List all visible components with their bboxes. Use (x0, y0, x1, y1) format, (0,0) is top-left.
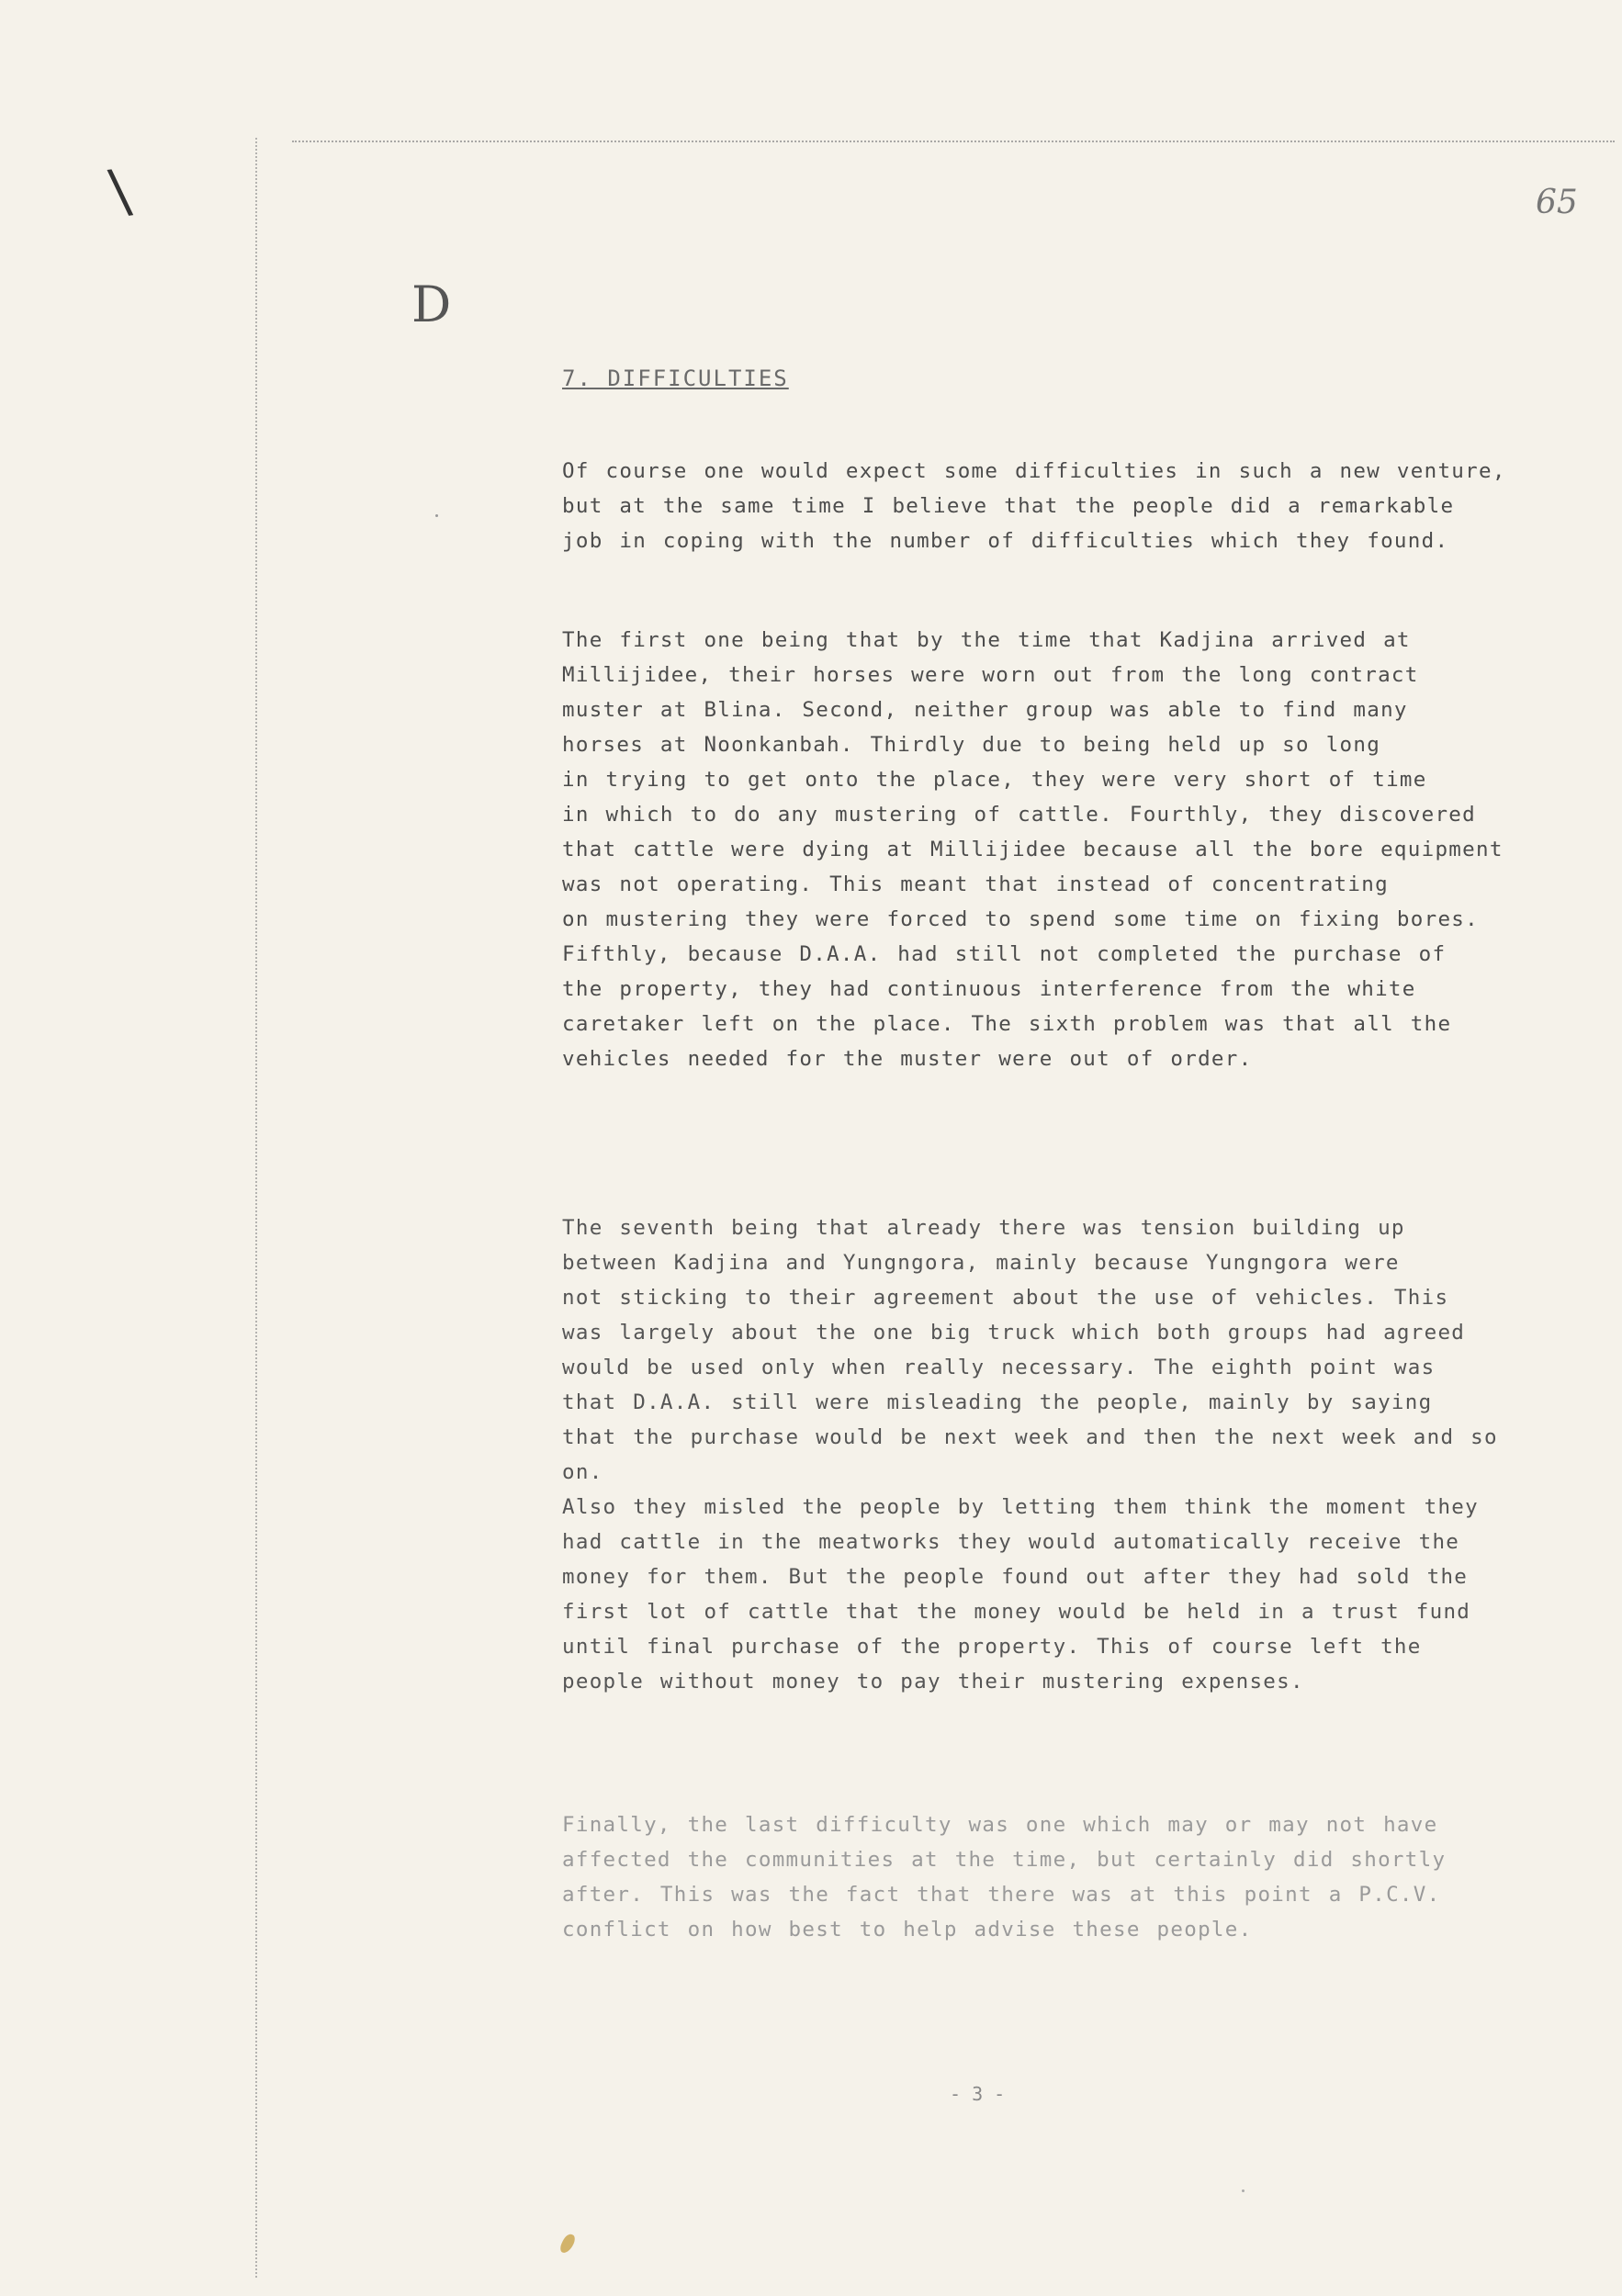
folio-number: 65 (1536, 184, 1578, 221)
page-number: - 3 - (950, 2083, 1006, 2105)
handwritten-section-letter: D (411, 276, 452, 333)
paragraph-final-difficulty: Finally, the last difficulty was one which may or may not have affected the communities at the time, but certainly did shortly after. This was the fact that there was at this point a P.C.V. conflict on how best to help advise these people. (562, 1813, 1447, 1941)
left-dotted-rule (255, 138, 257, 2278)
stray-dot (435, 514, 438, 517)
paragraph-tension: The seventh being that already there was tension building up between Kadjina and Yungngora, mainly because Yungngora were not sticking to their agreement about the use of vehicles. This was largely about the one big truck which both groups had agreed would be used only when really necessary. The eighth point was that D.A.A. still were misleading the people, mainly by saying that the purchase would be next week and then the next week and so on. Also they misled the people by letting them think the moment they had cattle in the meatworks they would automatically receive the money for them. But the people found out after they had sold the first lot of cattle that the money would be held in a trust fund until final purchase of the property. This of course left the people without money to pay their mustering expenses. (562, 1216, 1498, 1694)
paragraph-difficulties-list: The first one being that by the time that Kadjina arrived at Millijidee, their horses were worn out from the long contract muster at Blina. Second, neither group was able to find many horses at Noonkanbah. Thirdly due to being held up so long in trying to get onto the place, they were very short of time in which to do any mustering of cattle. Fourthly, they discovered that cattle were dying at Millijidee because all the bore equipment was not operating. This meant that instead of concentrating on mustering they were forced to spend some time on fixing bores. Fifthly, because D.A.A. had still not completed the purchase of the property, they had continuous interference from the white caretaker left on the place. The sixth problem was that all the vehicles needed for the muster were out of order. (562, 628, 1504, 1071)
stain-mark (558, 2232, 577, 2255)
top-dotted-rule (292, 141, 1615, 142)
handwritten-margin-mark: \ (105, 156, 135, 228)
paragraph-intro: Of course one would expect some difficulties in such a new venture, but at the same time I believe that the people did a remarkable job in coping with the number of difficulties which they found. (562, 459, 1506, 553)
section-heading: 7. DIFFICULTIES (562, 366, 789, 391)
stray-dot (1242, 2189, 1245, 2192)
